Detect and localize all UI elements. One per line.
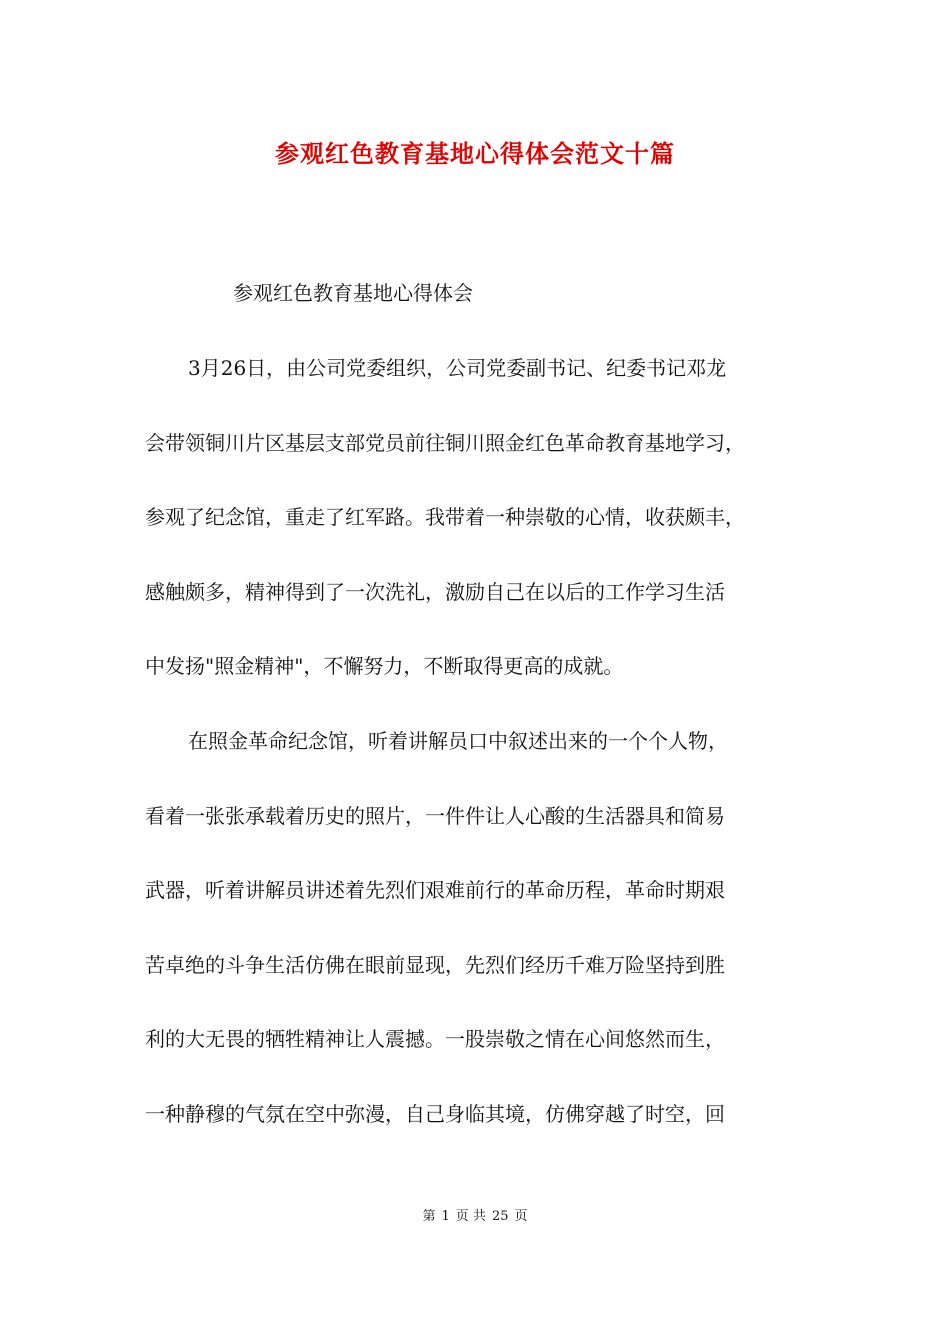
paragraph-1-line-3: 参观了纪念馆，重走了红军路。我带着一种崇敬的心情，收获颇丰， [145,505,745,529]
document-subtitle: 参观红色教育基地心得体会 [233,281,473,305]
paragraph-2-line-6: 一种静穆的气氛在空中弥漫，自己身临其境，仿佛穿越了时空，回 [145,1102,725,1126]
page-footer [0,1207,950,1227]
paragraph-2-line-2: 看着一张张承载着历史的照片，一件件让人心酸的生活器具和简易 [145,804,725,828]
footer-prefix: 第 [422,1209,436,1224]
paragraph-2-line-3: 武器，听着讲解员讲述着先烈们艰难前行的革命历程，革命时期艰 [145,878,725,902]
paragraph-2-line-4: 苦卓绝的斗争生活仿佛在眼前显现，先烈们经历千难万险坚持到胜 [145,953,725,977]
paragraph-1-line-5: 中发扬"照金精神"，不懈努力，不断取得更高的成就。 [145,654,624,678]
paragraph-2-line-5: 利的大无畏的牺牲精神让人震撼。一股崇敬之情在心间悠然而生， [145,1027,725,1051]
footer-current-page: 1 [441,1209,450,1224]
paragraph-2-line-1: 在照金革命纪念馆，听着讲解员口中叙述出来的一个个人物， [188,729,728,753]
paragraph-1-line-1: 3月26日，由公司党委组织，公司党委副书记、纪委书记邓龙 [188,356,727,380]
footer-mid: 页 共 [455,1209,486,1224]
document-title: 参观红色教育基地心得体会范文十篇 [275,139,675,168]
footer-suffix: 页 [514,1209,528,1224]
paragraph-1-line-4: 感触颇多，精神得到了一次洗礼，激励自己在以后的工作学习生活 [145,580,725,604]
paragraph-1-line-2: 会带领铜川片区基层支部党员前往铜川照金红色革命教育基地学习， [145,431,745,455]
footer-total-pages: 25 [491,1209,509,1224]
